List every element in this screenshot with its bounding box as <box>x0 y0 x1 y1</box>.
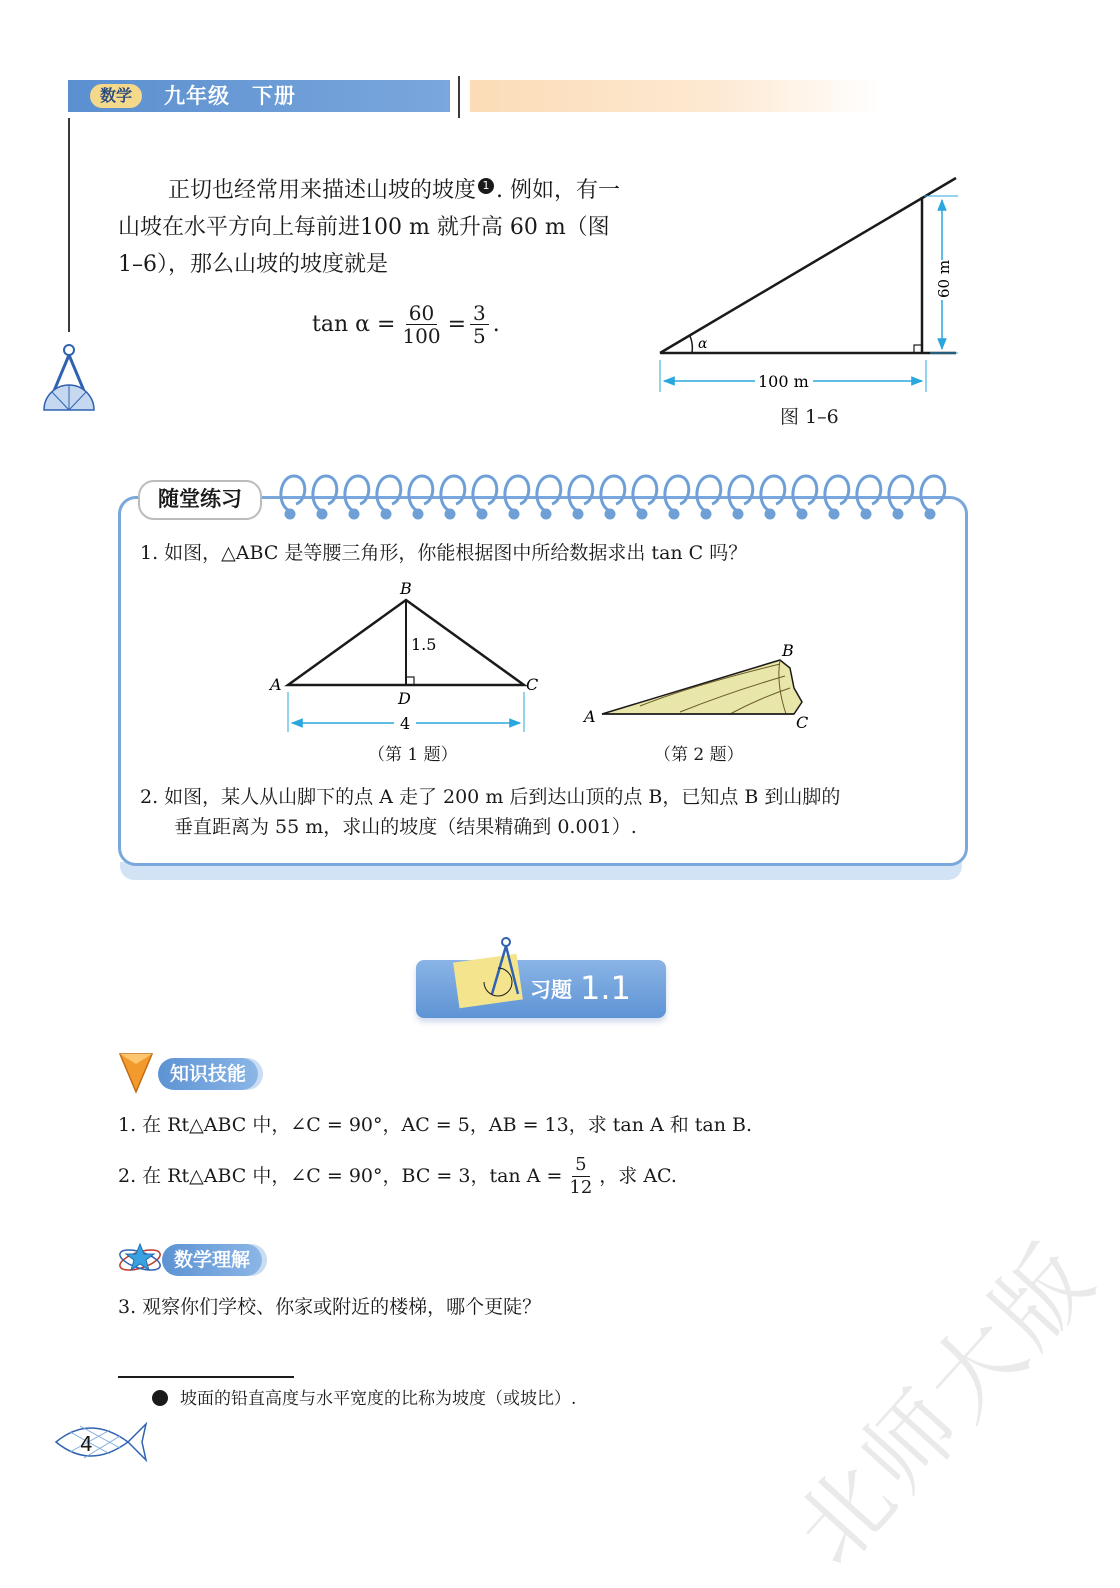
header-gradient-band <box>470 80 880 112</box>
base-100m-label: 100 m <box>758 372 809 391</box>
spiral-hole <box>734 510 742 518</box>
spiral-hole <box>478 510 486 518</box>
intro-paragraph: 正切也经常用来描述山坡的坡度 1 . 例如，有一山坡在水平方向上每前进100 m 就升高 60 m（图 1–6），那么山坡的坡度就是 <box>118 178 621 277</box>
spiral-hole <box>318 510 326 518</box>
section-math-understanding-tag: 数学理解 <box>162 1244 262 1276</box>
pencil-tip-icon <box>116 1050 156 1096</box>
spiral-hole <box>510 510 518 518</box>
footnote-bullet-icon <box>152 1390 168 1406</box>
atom-star-icon <box>116 1240 164 1278</box>
angle-alpha-label: α <box>698 336 708 352</box>
spiral-ring <box>729 476 753 510</box>
height-label: 1.5 <box>411 635 437 654</box>
q2-caption: （第 2 题） <box>654 745 744 765</box>
exercise-label: 习题 <box>530 978 572 1002</box>
figure-1-6-slope <box>640 170 970 400</box>
base-label: 4 <box>400 714 411 733</box>
vertex-d-label: D <box>398 689 411 708</box>
fraction-3-5: $\frac{3}{5}$ <box>470 302 489 347</box>
practice-tag: 随堂练习 <box>138 480 262 520</box>
spiral-ring <box>281 476 305 510</box>
vertex-b-label: B <box>400 579 412 598</box>
header-divider <box>458 76 460 118</box>
spiral-ring <box>601 476 625 510</box>
mountain-a-label: A <box>584 707 596 726</box>
spiral-hole <box>574 510 582 518</box>
subject-badge: 数学 <box>90 84 142 108</box>
spiral-hole <box>638 510 646 518</box>
spiral-hole <box>670 510 678 518</box>
spiral-hole <box>382 510 390 518</box>
exercise-question-3: 3. 观察你们学校、你家或附近的楼梯，哪个更陡？ <box>118 1296 542 1318</box>
spiral-ring <box>409 476 433 510</box>
spiral-hole <box>766 510 774 518</box>
spiral-hole <box>894 510 902 518</box>
spiral-ring <box>857 476 881 510</box>
spiral-ring <box>473 476 497 510</box>
spiral-hole <box>702 510 710 518</box>
spiral-hole <box>798 510 806 518</box>
spiral-hole <box>414 510 422 518</box>
page-number: 4 <box>80 1432 93 1456</box>
spiral-ring <box>569 476 593 510</box>
fraction-5-12: $\frac{5}{12}$ <box>569 1153 593 1198</box>
compass-icon <box>38 340 100 416</box>
height-60m-label: 60 m <box>935 259 953 298</box>
spiral-ring <box>537 476 561 510</box>
exercise-number: 1.1 <box>580 969 631 1007</box>
practice-question-1: 1. 如图，△ABC 是等腰三角形，你能根据图中所给数据求出 tan C 吗？ <box>140 542 748 564</box>
spiral-ring <box>921 476 945 510</box>
formula-lhs: tan α = <box>312 311 396 337</box>
spiral-ring <box>505 476 529 510</box>
mountain-c-label: C <box>796 713 809 732</box>
spiral-hole <box>606 510 614 518</box>
vertex-c-label: C <box>526 675 539 694</box>
spiral-ring <box>793 476 817 510</box>
spiral-ring <box>761 476 785 510</box>
spiral-hole <box>830 510 838 518</box>
footnote-marker[interactable]: 1 <box>478 178 494 194</box>
fraction-60-100: $\frac{60}{100}$ <box>402 300 441 348</box>
spiral-ring <box>665 476 689 510</box>
section-knowledge-skills-tag: 知识技能 <box>158 1058 258 1090</box>
mountain-b-label: B <box>782 641 794 660</box>
q1-caption: （第 1 题） <box>368 745 458 765</box>
grade-volume-title: 九年级 下册 <box>164 84 296 108</box>
figure-1-6-caption: 图 1–6 <box>780 406 839 428</box>
footnote-rule <box>118 1376 294 1378</box>
spiral-ring <box>825 476 849 510</box>
spiral-ring <box>377 476 401 510</box>
spiral-ring <box>633 476 657 510</box>
spiral-ring <box>889 476 913 510</box>
notebook-spiral-icon <box>276 470 956 526</box>
spiral-hole <box>542 510 550 518</box>
spiral-ring <box>345 476 369 510</box>
slope-line <box>660 178 956 353</box>
spiral-ring <box>441 476 465 510</box>
vertex-a-label: A <box>270 675 282 694</box>
left-margin-rule <box>68 118 70 332</box>
spiral-hole <box>350 510 358 518</box>
spiral-hole <box>286 510 294 518</box>
spiral-hole <box>862 510 870 518</box>
figure-q2-mountain <box>580 636 820 736</box>
slope-formula: tan α = $\frac{60}{100}$ = $\frac{3}{5}$ . <box>312 300 500 348</box>
spiral-ring <box>697 476 721 510</box>
exercise-question-1: 1. 在 Rt△ABC 中，∠C = 90°，AC = 5，AB = 13，求 tan A 和 tan B. <box>118 1114 753 1136</box>
spiral-hole <box>446 510 454 518</box>
fish-page-icon <box>50 1412 150 1472</box>
publisher-watermark: 北师大版 <box>774 1222 1117 1585</box>
compass-drawing-icon <box>478 934 528 1004</box>
exercise-question-2: 2. 在 Rt△ABC 中，∠C = 90°，BC = 3，tan A = $\frac{5}{12}$ ，求 AC. <box>118 1153 677 1198</box>
spiral-hole <box>926 510 934 518</box>
spiral-ring <box>313 476 337 510</box>
figure-q1-isosceles-triangle <box>264 576 554 736</box>
practice-question-2: 2. 如图，某人从山脚下的点 A 走了 200 m 后到达山顶的点 B，已知点 B 到山脚的 垂直距离为 55 m，求山的坡度（结果精确到 0.001）. <box>140 786 841 838</box>
footnote: 坡面的铅直高度与水平宽度的比称为坡度（或坡比）. <box>152 1386 576 1412</box>
